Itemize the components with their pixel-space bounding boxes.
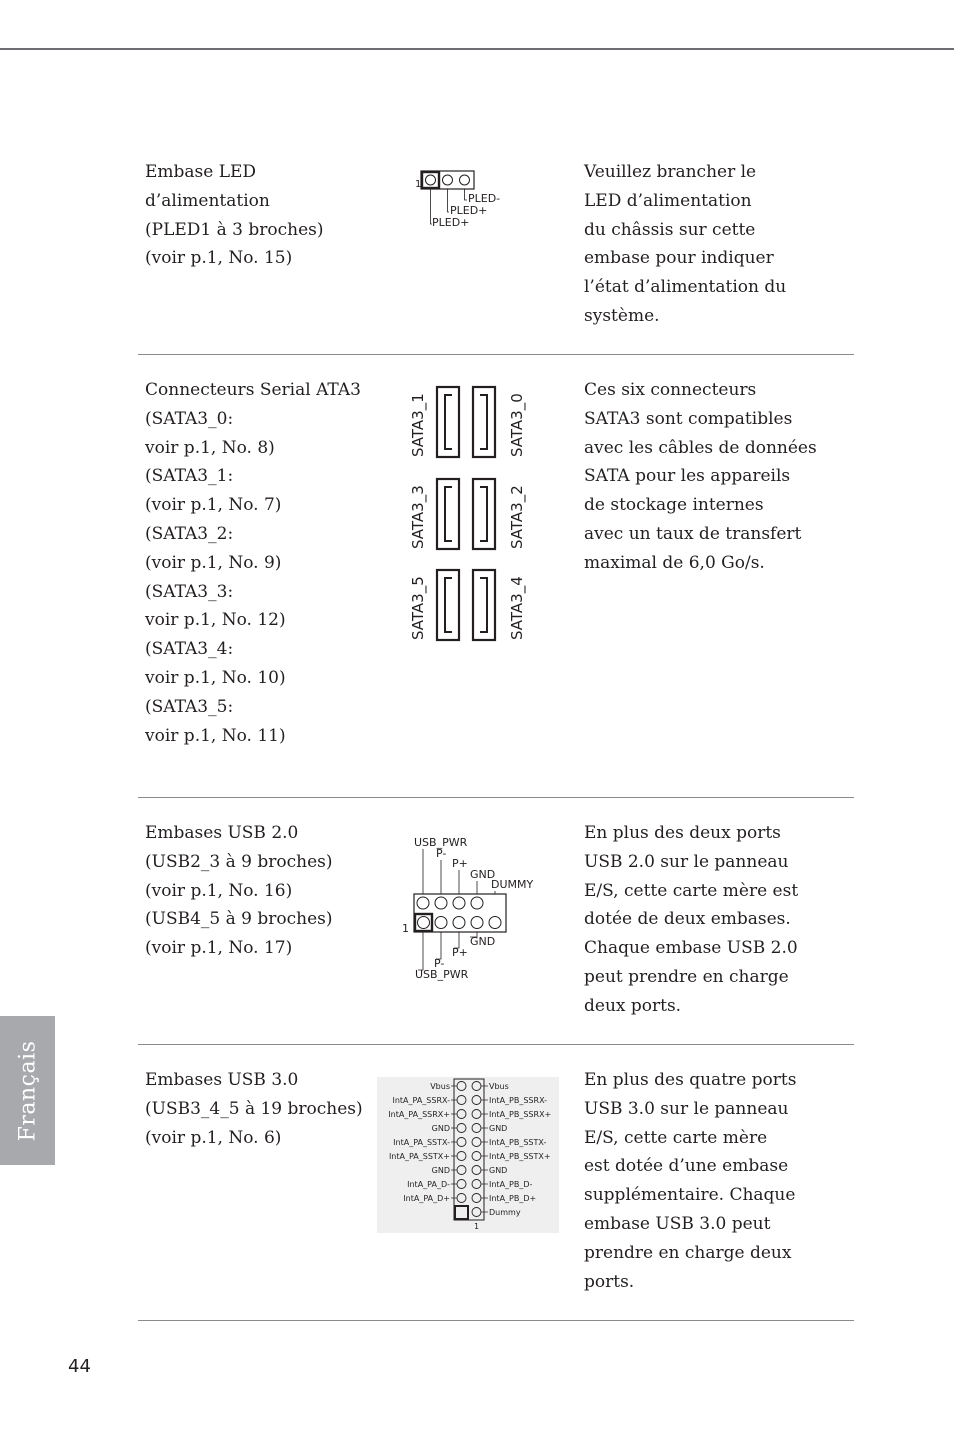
text-line: LED d’alimentation — [584, 190, 752, 211]
text-line: deux ports. — [584, 995, 682, 1016]
text-line: (PLED1 à 3 broches) — [145, 219, 324, 240]
usb3-description — [145, 1066, 375, 1152]
gnd-label: GND — [470, 868, 496, 881]
pin-label: IntA_PB_SSTX+ — [489, 1152, 551, 1161]
text-line: voir p.1, No. 10) — [145, 667, 286, 688]
text-line: peut prendre en charge — [584, 966, 789, 987]
section-divider — [138, 354, 854, 355]
sata3-5-port — [437, 570, 459, 640]
text-line: Chaque embase USB 2.0 — [584, 938, 798, 959]
sata3-1-label: SATA3_1 — [409, 393, 427, 457]
pin-label: IntA_PA_SSRX- — [392, 1096, 450, 1105]
text-line: est dotée d’une embase — [584, 1156, 789, 1177]
header-rule — [0, 48, 954, 50]
pin-label: Vbus — [489, 1082, 509, 1091]
sata3-1-port — [437, 387, 459, 457]
section-divider — [138, 1044, 854, 1045]
sata-explanation — [584, 376, 817, 578]
pin-1-label: 1 — [415, 179, 422, 190]
pin-label: IntA_PB_SSTX- — [489, 1138, 547, 1147]
sata3-2-port — [473, 479, 495, 549]
language-side-tab — [0, 1016, 55, 1165]
text-line: du châssis sur cette — [584, 219, 756, 240]
pin-label: GND — [431, 1124, 450, 1133]
dummy-label: DUMMY — [491, 878, 534, 891]
pled-minus-label: PLED- — [468, 192, 501, 205]
pled-description-title — [145, 158, 375, 273]
text-line: système. — [584, 305, 660, 326]
text-line: d’alimentation — [145, 190, 270, 211]
text-line: E/S, cette carte mère est — [584, 880, 799, 901]
text-line: (SATA3_3: — [145, 581, 234, 602]
sata3-3-label: SATA3_3 — [409, 485, 427, 549]
usb2-explanation — [584, 819, 814, 1021]
usb3-header-diagram — [377, 1077, 559, 1233]
section-divider — [138, 797, 854, 798]
text-line: embase pour indiquer — [584, 248, 774, 269]
pin-label: Vbus — [430, 1082, 450, 1091]
sata-description — [145, 376, 375, 750]
text-line: voir p.1, No. 12) — [145, 610, 286, 631]
p-plus-label: P+ — [452, 946, 468, 959]
section-divider — [138, 1320, 854, 1321]
text-line: avec les câbles de données — [584, 437, 817, 458]
pled-header-diagram — [410, 165, 520, 235]
pin-label: GND — [431, 1166, 450, 1175]
text-line: prendre en charge deux — [584, 1242, 792, 1263]
pin-1-label: 1 — [474, 1222, 480, 1231]
usb2-description — [145, 819, 375, 963]
usb3-explanation — [584, 1066, 814, 1296]
pin-label: IntA_PA_SSRX+ — [388, 1110, 450, 1119]
text-line: SATA3 sont compatibles — [584, 408, 793, 429]
text-line: avec un taux de transfert — [584, 523, 802, 544]
text-line: supplémentaire. Chaque — [584, 1185, 796, 1206]
usb-pwr-label: USB_PWR — [415, 968, 469, 981]
pin-label: GND — [489, 1166, 508, 1175]
text-line: Embase LED — [145, 162, 257, 182]
pled-plus-label: PLED+ — [432, 216, 470, 229]
text-line: USB 2.0 sur le panneau — [584, 851, 789, 872]
pin-label: IntA_PA_D+ — [403, 1194, 450, 1203]
pin-label: IntA_PA_SSTX- — [393, 1138, 450, 1147]
pin-label: GND — [489, 1124, 508, 1133]
pin-label: IntA_PA_D- — [407, 1180, 450, 1189]
pin-1-label: 1 — [402, 922, 409, 935]
text-line: (USB3_4_5 à 19 broches) — [145, 1098, 363, 1119]
sata3-4-port — [473, 570, 495, 640]
pin-label: Dummy — [489, 1208, 521, 1217]
text-line: En plus des quatre ports — [584, 1070, 797, 1090]
p-plus-label: P+ — [452, 857, 468, 870]
sata3-4-label: SATA3_4 — [508, 576, 526, 640]
text-line: (voir p.1, No. 16) — [145, 880, 293, 901]
pin-label: IntA_PB_SSRX+ — [489, 1110, 552, 1119]
text-line: (SATA3_1: — [145, 466, 234, 487]
text-line: (voir p.1, No. 6) — [145, 1127, 282, 1148]
language-tab-label: Français — [15, 1040, 40, 1141]
text-line: (voir p.1, No. 9) — [145, 552, 282, 573]
sata3-0-port — [473, 387, 495, 457]
text-line: ports. — [584, 1271, 635, 1292]
text-line: (voir p.1, No. 17) — [145, 938, 293, 959]
text-line: En plus des deux ports — [584, 823, 781, 843]
pin-label: IntA_PB_D- — [489, 1180, 533, 1189]
text-line: (SATA3_4: — [145, 639, 234, 660]
text-line: voir p.1, No. 11) — [145, 725, 286, 746]
page-number: 44 — [68, 1356, 91, 1377]
sata3-0-label: SATA3_0 — [508, 393, 526, 457]
usb-pwr-label: USB_PWR — [414, 836, 468, 849]
pled-plus-label: PLED+ — [450, 204, 488, 217]
text-line: Veuillez brancher le — [584, 162, 757, 182]
text-line: maximal de 6,0 Go/s. — [584, 552, 765, 573]
usb2-header-diagram — [398, 832, 543, 982]
sata3-2-label: SATA3_2 — [508, 485, 526, 549]
text-line: l’état d’alimentation du — [584, 277, 787, 298]
pin-label: IntA_PB_D+ — [489, 1194, 537, 1203]
text-line: (SATA3_0: — [145, 408, 234, 429]
gnd-label: GND — [470, 935, 496, 948]
text-line: (USB2_3 à 9 broches) — [145, 851, 333, 872]
text-line: Embases USB 2.0 — [145, 823, 299, 843]
text-line: USB 3.0 sur le panneau — [584, 1098, 789, 1119]
pin-label: IntA_PB_SSRX- — [489, 1096, 548, 1105]
text-line: Ces six connecteurs — [584, 380, 757, 400]
pin-label: IntA_PA_SSTX+ — [388, 1152, 450, 1161]
pled-explanation — [584, 158, 814, 331]
text-line: voir p.1, No. 8) — [145, 437, 275, 458]
text-line: (voir p.1, No. 15) — [145, 248, 293, 269]
text-line: (SATA3_2: — [145, 523, 234, 544]
sata-connectors-diagram — [400, 383, 535, 645]
text-line: de stockage internes — [584, 495, 764, 516]
text-line: Embases USB 3.0 — [145, 1070, 299, 1090]
text-line: Connecteurs Serial ATA3 — [145, 380, 361, 400]
p-minus-label: P- — [434, 957, 445, 970]
text-line: (USB4_5 à 9 broches) — [145, 909, 333, 930]
text-line: embase USB 3.0 peut — [584, 1213, 771, 1234]
sata3-5-label: SATA3_5 — [409, 576, 427, 640]
text-line: (SATA3_5: — [145, 696, 234, 717]
text-line: dotée de deux embases. — [584, 909, 791, 930]
text-line: E/S, cette carte mère — [584, 1127, 768, 1148]
p-minus-label: P- — [436, 847, 447, 860]
sata3-3-port — [437, 479, 459, 549]
text-line: SATA pour les appareils — [584, 466, 791, 487]
text-line: (voir p.1, No. 7) — [145, 495, 282, 516]
